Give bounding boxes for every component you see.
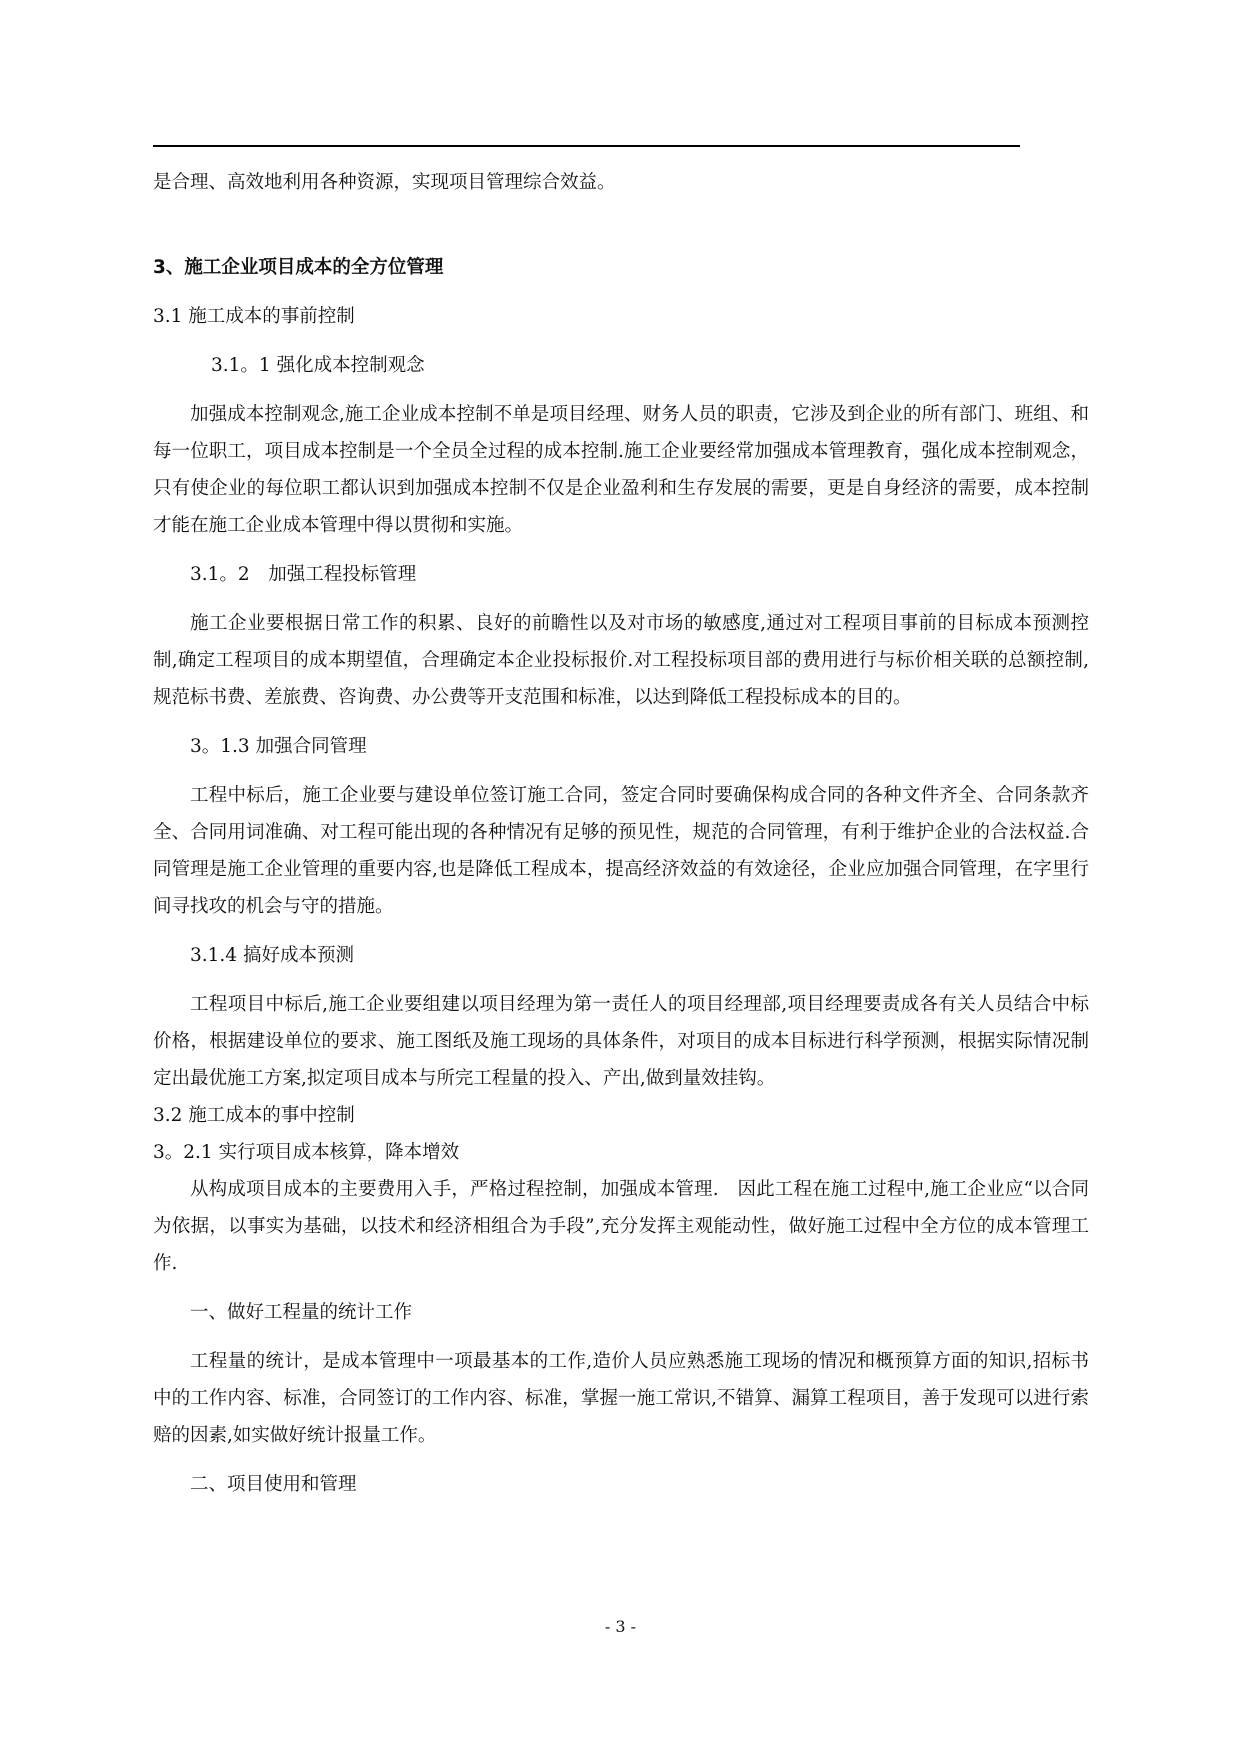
subsubsection-heading: 3.1。2 加强工程投标管理 bbox=[190, 564, 417, 585]
paragraph: 工程量的统计，是成本管理中一项最基本的工作,造价人员应熟悉施工现场的情况和概预算方面的知识,招标书中的工作内容、标准，合同签订的工作内容、标准，掌握一施工常识,不错算、漏算工程项目，善于发现可以进行索赔的因素,如实做好统计报量工作。 bbox=[153, 1351, 1089, 1446]
subsubsection-heading: 3.1。1 强化成本控制观念 bbox=[211, 355, 425, 376]
subsubsection-heading: 3。2.1 实行项目成本核算，降本增效 bbox=[153, 1142, 460, 1163]
paragraph: 是合理、高效地利用各种资源，实现项目管理综合效益。 bbox=[153, 172, 616, 193]
paragraph: 加强成本控制观念,施工企业成本控制不单是项目经理、财务人员的职责，它涉及到企业的所有部门、班组、和每一位职工，项目成本控制是一个全员全过程的成本控制.施工企业要经常加强成本管理教育，强化成本控制观念，只有使企业的每位职工都认识到加强成本控制不仅是企业盈利和生存发展的需要，更是自身经济的需要，成本控制才能在施工企业成本管理中得以贯彻和实施。 bbox=[153, 404, 1089, 536]
document-body bbox=[153, 164, 1089, 1503]
subsubsection-heading: 3.1.4 搞好成本预测 bbox=[190, 945, 354, 966]
section-heading: 3、施工企业项目成本的全方位管理 bbox=[153, 257, 444, 278]
header-rule bbox=[153, 145, 1020, 147]
paragraph: 工程中标后，施工企业要与建设单位签订施工合同，签定合同时要确保构成合同的各种文件齐全、合同条款齐全、合同用词准确、对工程可能出现的各种情况有足够的预见性，规范的合同管理，有利于维护企业的合法权益.合同管理是施工企业管理的重要内容,也是降低工程成本，提高经济效益的有效途径，企业应加强合同管理，在字里行间寻找攻的机会与守的措施。 bbox=[153, 785, 1089, 917]
page-number: - 3 - bbox=[604, 1617, 637, 1636]
list-item-heading: 一、做好工程量的统计工作 bbox=[190, 1302, 413, 1323]
subsubsection-heading: 3。1.3 加强合同管理 bbox=[190, 736, 367, 757]
paragraph: 工程项目中标后,施工企业要组建以项目经理为第一责任人的项目经理部,项目经理要责成各有关人员结合中标价格，根据建设单位的要求、施工图纸及施工现场的具体条件，对项目的成本目标进行科学预测，根据实际情况制定出最优施工方案,拟定项目成本与所完工程量的投入、产出,做到量效挂钩。 bbox=[153, 994, 1089, 1089]
paragraph: 从构成项目成本的主要费用入手，严格过程控制，加强成本管理. 因此工程在施工过程中,施工企业应“以合同为依据，以事实为基础，以技术和经济相组合为手段”,充分发挥主观能动性，做好施工过程中全方位的成本管理工作. bbox=[153, 1179, 1089, 1274]
subsection-heading: 3.1 施工成本的事前控制 bbox=[153, 306, 355, 327]
list-item-heading: 二、项目使用和管理 bbox=[190, 1474, 357, 1495]
paragraph: 施工企业要根据日常工作的积累、良好的前瞻性以及对市场的敏感度,通过对工程项目事前的目标成本预测控制,确定工程项目的成本期望值，合理确定本企业投标报价.对工程投标项目部的费用进行与标价相关联的总额控制,规范标书费、差旅费、咨询费、办公费等开支范围和标准，以达到降低工程投标成本的目的。 bbox=[153, 613, 1089, 708]
subsection-heading: 3.2 施工成本的事中控制 bbox=[153, 1105, 355, 1126]
